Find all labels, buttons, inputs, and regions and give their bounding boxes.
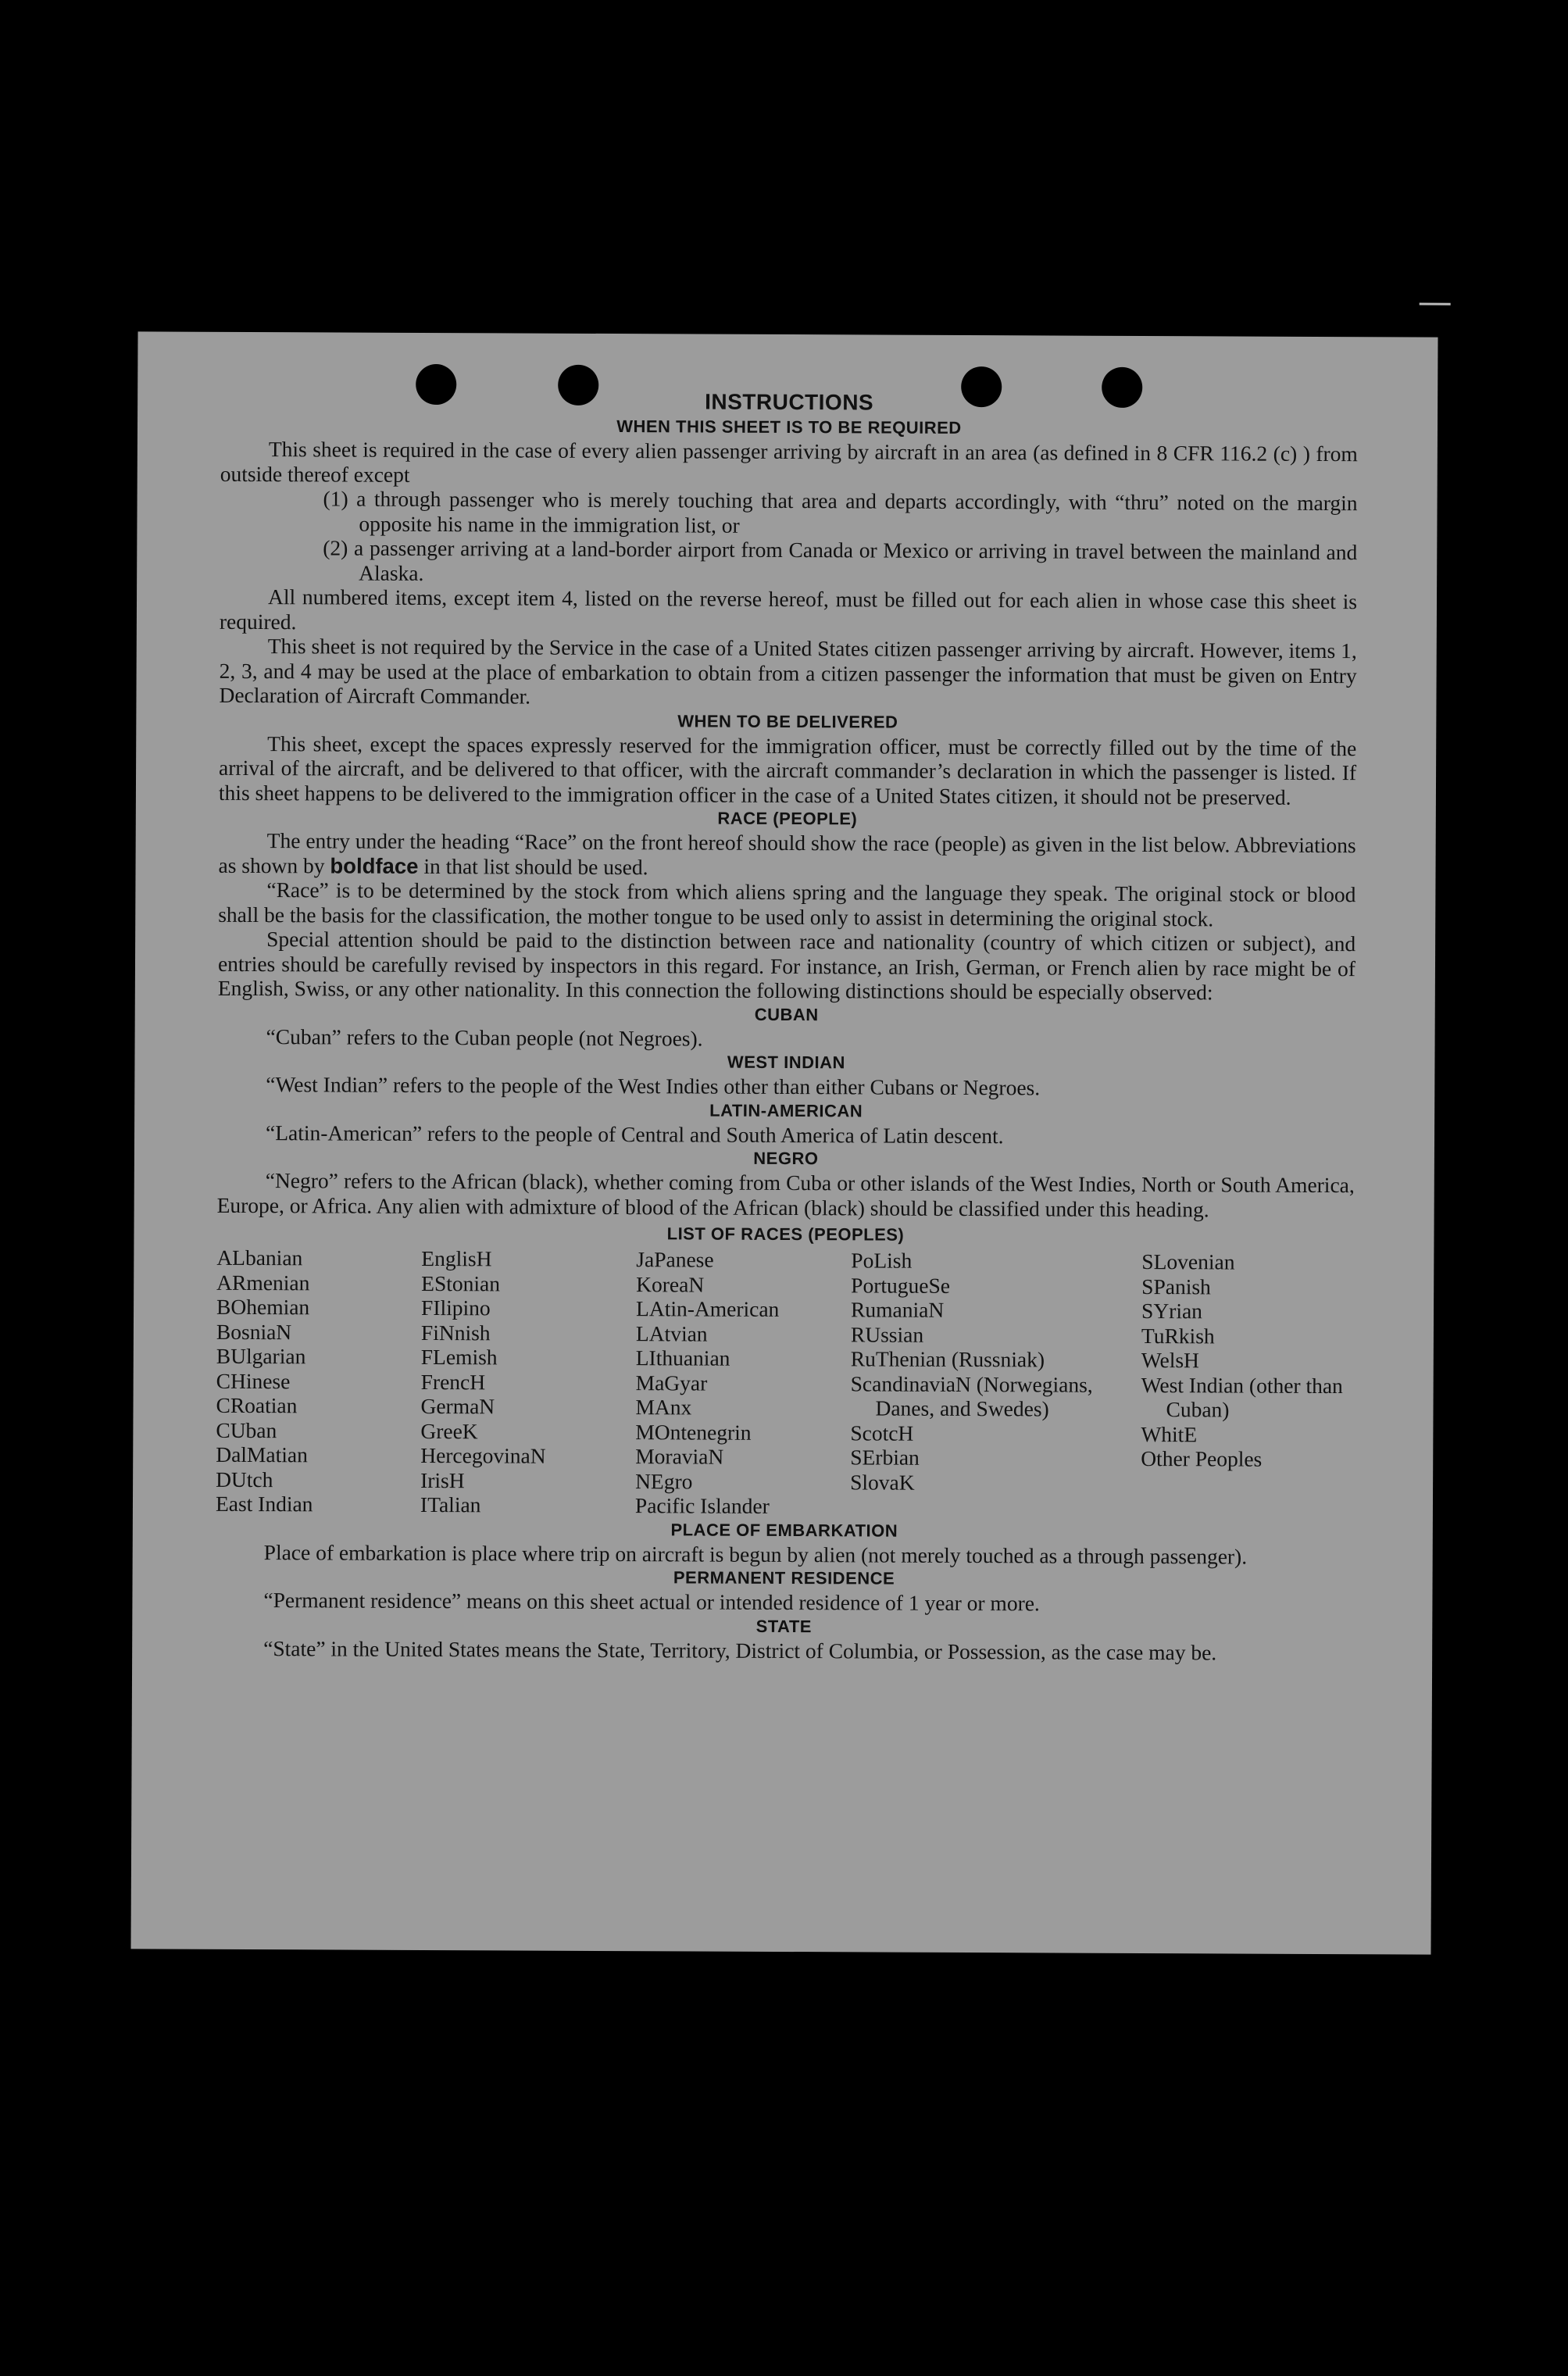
race-entry: PoLish xyxy=(851,1248,913,1273)
edge-mark xyxy=(1420,303,1451,305)
race-entry: RuThenian (Russniak) xyxy=(850,1346,1045,1372)
section-title: PERMANENT RESIDENCE xyxy=(673,1567,895,1588)
paragraph: Place of embarkation is place where trip on aircraft is begun by alien (not merely touched as a through passenger). xyxy=(263,1539,1248,1569)
race-entry: Pacific Islander xyxy=(634,1493,770,1518)
race-entry: TuRkish xyxy=(1141,1323,1215,1348)
race-entry: FIlipino xyxy=(421,1295,491,1320)
race-entry: RumaniaN xyxy=(851,1297,945,1322)
section-title: WHEN TO BE DELIVERED xyxy=(677,710,898,732)
paragraph: “Permanent residence” means on this sheet actual or intended residence of 1 year or more. xyxy=(263,1588,1040,1616)
race-entry: SlovaK xyxy=(850,1469,915,1495)
race-entry: NEgro xyxy=(635,1468,693,1493)
section-title: NEGRO xyxy=(753,1148,819,1169)
race-entry: EStonian xyxy=(421,1270,501,1295)
paragraph: Special attention should be paid to the distinction between race and nationality (country of which citizen or subject), and entries should be carefully revised by inspectors in this regard. For instance, an Irish, German, or French alien by race might be of English, Swiss, or any other nationality. In this connection the following distinctions should be especially observed: xyxy=(217,927,1356,1005)
text-span: in that list should be used. xyxy=(423,853,648,879)
paragraph: This sheet is not required by the Service in the case of a United States citizen passenger arriving by aircraft. However, items 1, 2, 3, and 4 may be used at the place of embarkation to obtain from a citizen passenger the information that must be given on Entry Declaration of Aircraft Commander. xyxy=(219,634,1357,709)
races-column xyxy=(420,1246,637,1518)
paragraph: This sheet is required in the case of every alien passenger arriving by aircraft in an area (as defined in 8 CFR 116.2 (c) ) from outside thereof except xyxy=(220,437,1358,487)
section-title: WEST INDIAN xyxy=(727,1052,845,1073)
section-title: CUBAN xyxy=(754,1004,819,1024)
race-entry: FiNnish xyxy=(420,1320,491,1345)
race-entry: SYrian xyxy=(1141,1298,1203,1324)
race-entry: IrisH xyxy=(420,1467,465,1492)
race-entry: MOntenegrin xyxy=(635,1419,752,1445)
section-title: STATE xyxy=(755,1616,813,1636)
instructions-content xyxy=(215,387,1358,1665)
paragraph: This sheet, except the spaces expressly reserved for the immigration officer, must be correctly filled out by the time of the arrival of the aircraft, and be delivered to that officer, with the aircraft commander’s declaration in which the passenger is listed. If this sheet happens to be delivered to the immigration officer in the case of a United States citizen, it should not be preserved. xyxy=(218,731,1357,809)
list-item: (1) a through passenger who is merely touching that area and departs accordingly, with “thru” noted on the margin opposite his name in the immigration list, or xyxy=(323,486,1358,538)
race-entry: GermaN xyxy=(420,1393,495,1419)
races-table xyxy=(216,1245,1354,1521)
race-entry: CUban xyxy=(216,1417,277,1442)
race-entry: Other Peoples xyxy=(1141,1445,1263,1471)
race-entry: KoreaN xyxy=(636,1271,705,1297)
paragraph: “Negro” refers to the African (black), whether coming from Cuba or other islands of the West Indies, North or South America, Europe, or Africa. Any alien with admixture of blood of the African (black) should be classified under this heading. xyxy=(216,1168,1355,1221)
page-title: INSTRUCTIONS xyxy=(705,389,874,415)
race-entry: PortugueSe xyxy=(851,1272,951,1298)
race-entry: ScotcH xyxy=(850,1420,914,1445)
races-column xyxy=(216,1245,422,1517)
paragraph: “West Indian” refers to the people of the West Indies other than either Cubans or Negroes. xyxy=(266,1072,1041,1100)
document-sheet xyxy=(130,331,1438,1954)
race-entry: DalMatian xyxy=(216,1442,308,1467)
race-entry: ALbanian xyxy=(216,1245,303,1270)
race-entry: GreeK xyxy=(420,1418,478,1443)
race-entry: EnglisH xyxy=(421,1245,492,1271)
paragraph: “Cuban” refers to the Cuban people (not Negroes). xyxy=(266,1024,703,1051)
race-entry: DUtch xyxy=(216,1467,273,1492)
race-entry: LAtvian xyxy=(635,1320,708,1346)
race-entry: SLovenian xyxy=(1141,1249,1235,1274)
paragraph: “Race” is to be determined by the stock from which aliens spring and the language they speak. The original stock or blood shall be the basis for the classification, the mother tongue to be used only to assist in determining the original stock. xyxy=(218,877,1356,931)
paragraph: “State” in the United States means the State, Territory, District of Columbia, or Possession, as the case may be. xyxy=(263,1635,1217,1664)
paragraph: All numbered items, except item 4, listed on the reverse hereof, must be filled out for each alien in whose case this sheet is required. xyxy=(219,584,1358,634)
race-entry: MoraviaN xyxy=(635,1444,724,1469)
race-entry: CHinese xyxy=(216,1368,291,1393)
race-entry: RUssian xyxy=(850,1321,924,1347)
race-entry: CRoatian xyxy=(216,1392,298,1418)
race-entry: West Indian (other than Cuban) xyxy=(1141,1372,1343,1422)
race-entry: BOhemian xyxy=(216,1294,310,1320)
paragraph: “Latin-American” refers to the people of Central and South America of Latin descent. xyxy=(265,1120,1004,1148)
race-entry: LAtin-American xyxy=(636,1296,780,1321)
race-entry: JaPanese xyxy=(636,1247,714,1272)
race-entry: SPanish xyxy=(1141,1274,1211,1299)
race-entry: MaGyar xyxy=(635,1370,708,1395)
races-column xyxy=(1141,1249,1355,1521)
list-item: (2) a passenger arriving at a land-border airport from Canada or Mexico or arriving in travel between the mainland and Alaska. xyxy=(323,535,1358,585)
race-entry: HercegovinaN xyxy=(420,1442,546,1468)
text-span: The entry under the heading “Race” on the front hereof should show the race (people) as given in the list below. Abbreviations as shown by xyxy=(218,828,1356,877)
bold-word: boldface xyxy=(330,852,419,878)
race-entry: WelsH xyxy=(1141,1347,1200,1373)
race-entry: ITalian xyxy=(420,1492,481,1517)
race-entry: FrencH xyxy=(420,1369,486,1394)
section-title: LATIN-AMERICAN xyxy=(709,1100,863,1120)
paragraph xyxy=(218,828,1355,882)
races-column xyxy=(850,1248,1142,1520)
race-entry: SErbian xyxy=(850,1445,920,1470)
section-title: PLACE OF EMBARKATION xyxy=(670,1519,898,1541)
race-entry: East Indian xyxy=(215,1491,313,1517)
race-entry: BUlgarian xyxy=(216,1343,306,1369)
section-title: WHEN THIS SHEET IS TO BE REQUIRED xyxy=(616,416,962,438)
section-title: LIST OF RACES (PEOPLES) xyxy=(666,1224,905,1245)
race-entry: FLemish xyxy=(420,1344,498,1370)
race-entry: ScandinaviaN (Norwegians, Danes, and Swedes) xyxy=(850,1370,1093,1421)
race-entry: ARmenian xyxy=(216,1270,310,1295)
section-title: RACE (PEOPLE) xyxy=(717,808,858,829)
race-entry: BosniaN xyxy=(216,1319,292,1344)
race-entry: MAnx xyxy=(635,1395,692,1420)
race-entry: LIthuanian xyxy=(635,1345,730,1370)
race-entry: WhitE xyxy=(1141,1421,1198,1446)
races-column xyxy=(635,1247,852,1519)
